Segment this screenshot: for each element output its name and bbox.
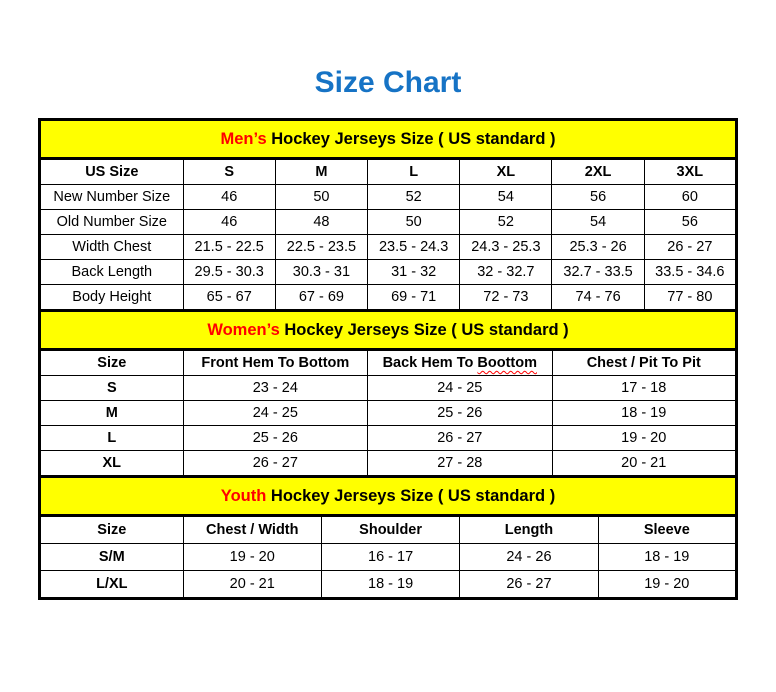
cell-value: 69 - 71 bbox=[368, 285, 460, 311]
cell-value: 18 - 19 bbox=[552, 401, 736, 426]
cell-value: 26 - 27 bbox=[183, 451, 367, 477]
cell-value: 20 - 21 bbox=[183, 571, 321, 599]
cell-value: 25.3 - 26 bbox=[552, 235, 644, 260]
womens-size-table bbox=[38, 348, 738, 478]
mens-section-header bbox=[38, 118, 738, 160]
cell-value: 52 bbox=[460, 210, 552, 235]
cell-value: 19 - 20 bbox=[183, 544, 321, 571]
column-header: Shoulder bbox=[321, 516, 459, 544]
cell-value: 50 bbox=[368, 210, 460, 235]
cell-value: 48 bbox=[275, 210, 367, 235]
mens-size-table bbox=[38, 157, 738, 312]
mens-section-highlight: Men’s bbox=[220, 130, 267, 148]
row-label: L bbox=[40, 426, 184, 451]
cell-value: 18 - 19 bbox=[321, 571, 459, 599]
column-header: Chest / Width bbox=[183, 516, 321, 544]
size-chart bbox=[38, 118, 738, 600]
cell-value: 52 bbox=[368, 185, 460, 210]
table-row bbox=[40, 285, 737, 311]
column-header: Length bbox=[460, 516, 598, 544]
row-label: XL bbox=[40, 451, 184, 477]
cell-value: 60 bbox=[644, 185, 736, 210]
column-header: US Size bbox=[40, 159, 184, 185]
cell-value: 50 bbox=[275, 185, 367, 210]
cell-value: 31 - 32 bbox=[368, 260, 460, 285]
table-row bbox=[40, 571, 737, 599]
column-header: S bbox=[183, 159, 275, 185]
column-header: 3XL bbox=[644, 159, 736, 185]
cell-value: 25 - 26 bbox=[183, 426, 367, 451]
table-row bbox=[40, 235, 737, 260]
cell-value: 26 - 27 bbox=[460, 571, 598, 599]
cell-value: 72 - 73 bbox=[460, 285, 552, 311]
row-label: S/M bbox=[40, 544, 184, 571]
cell-value: 33.5 - 34.6 bbox=[644, 260, 736, 285]
row-label: Body Height bbox=[40, 285, 184, 311]
cell-value: 24.3 - 25.3 bbox=[460, 235, 552, 260]
womens-section-title: Hockey Jerseys Size ( US standard ) bbox=[279, 321, 569, 339]
cell-value: 74 - 76 bbox=[552, 285, 644, 311]
cell-value: 23.5 - 24.3 bbox=[368, 235, 460, 260]
cell-value: 54 bbox=[460, 185, 552, 210]
womens-section-highlight: Women’s bbox=[207, 321, 280, 339]
column-header-text: Back Hem To bbox=[382, 355, 478, 371]
row-label: M bbox=[40, 401, 184, 426]
cell-value: 22.5 - 23.5 bbox=[275, 235, 367, 260]
womens-header-row bbox=[40, 350, 737, 376]
cell-value: 27 - 28 bbox=[368, 451, 552, 477]
cell-value: 32 - 32.7 bbox=[460, 260, 552, 285]
cell-value: 16 - 17 bbox=[321, 544, 459, 571]
row-label: New Number Size bbox=[40, 185, 184, 210]
column-header: M bbox=[275, 159, 367, 185]
row-label: Back Length bbox=[40, 260, 184, 285]
column-header: XL bbox=[460, 159, 552, 185]
cell-value: 19 - 20 bbox=[598, 571, 736, 599]
youth-section-title: Hockey Jerseys Size ( US standard ) bbox=[266, 487, 556, 505]
cell-value: 21.5 - 22.5 bbox=[183, 235, 275, 260]
row-label: Old Number Size bbox=[40, 210, 184, 235]
cell-value: 25 - 26 bbox=[368, 401, 552, 426]
cell-value: 46 bbox=[183, 210, 275, 235]
table-row bbox=[40, 185, 737, 210]
row-label: L/XL bbox=[40, 571, 184, 599]
table-row bbox=[40, 544, 737, 571]
womens-section-header bbox=[38, 309, 738, 351]
table-row bbox=[40, 451, 737, 477]
cell-value: 30.3 - 31 bbox=[275, 260, 367, 285]
page-title: Size Chart bbox=[314, 66, 462, 99]
cell-value: 67 - 69 bbox=[275, 285, 367, 311]
cell-value: 29.5 - 30.3 bbox=[183, 260, 275, 285]
column-header: 2XL bbox=[552, 159, 644, 185]
table-row bbox=[40, 401, 737, 426]
cell-value: 18 - 19 bbox=[598, 544, 736, 571]
table-row bbox=[40, 426, 737, 451]
cell-value: 77 - 80 bbox=[644, 285, 736, 311]
cell-value: 24 - 26 bbox=[460, 544, 598, 571]
youth-section-header bbox=[38, 475, 738, 517]
cell-value: 26 - 27 bbox=[644, 235, 736, 260]
cell-value: 19 - 20 bbox=[552, 426, 736, 451]
row-label: Width Chest bbox=[40, 235, 184, 260]
table-row bbox=[40, 210, 737, 235]
cell-value: 56 bbox=[552, 185, 644, 210]
cell-value: 20 - 21 bbox=[552, 451, 736, 477]
cell-value: 56 bbox=[644, 210, 736, 235]
cell-value: 24 - 25 bbox=[368, 376, 552, 401]
column-header: Size bbox=[40, 516, 184, 544]
cell-value: 46 bbox=[183, 185, 275, 210]
youth-header-row bbox=[40, 516, 737, 544]
column-header-misspelled bbox=[368, 350, 552, 376]
cell-value: 65 - 67 bbox=[183, 285, 275, 311]
mens-section-title: Hockey Jerseys Size ( US standard ) bbox=[266, 130, 556, 148]
cell-value: 54 bbox=[552, 210, 644, 235]
mens-header-row bbox=[40, 159, 737, 185]
cell-value: 26 - 27 bbox=[368, 426, 552, 451]
cell-value: 23 - 24 bbox=[183, 376, 367, 401]
youth-size-table bbox=[38, 514, 738, 600]
column-header: Sleeve bbox=[598, 516, 736, 544]
row-label: S bbox=[40, 376, 184, 401]
cell-value: 24 - 25 bbox=[183, 401, 367, 426]
column-header: Size bbox=[40, 350, 184, 376]
table-row bbox=[40, 376, 737, 401]
column-header: Chest / Pit To Pit bbox=[552, 350, 736, 376]
cell-value: 17 - 18 bbox=[552, 376, 736, 401]
column-header: Front Hem To Bottom bbox=[183, 350, 367, 376]
youth-section-highlight: Youth bbox=[220, 487, 267, 505]
spellcheck-underlined-word: Boottom bbox=[477, 355, 537, 371]
column-header: L bbox=[368, 159, 460, 185]
cell-value: 32.7 - 33.5 bbox=[552, 260, 644, 285]
table-row bbox=[40, 260, 737, 285]
